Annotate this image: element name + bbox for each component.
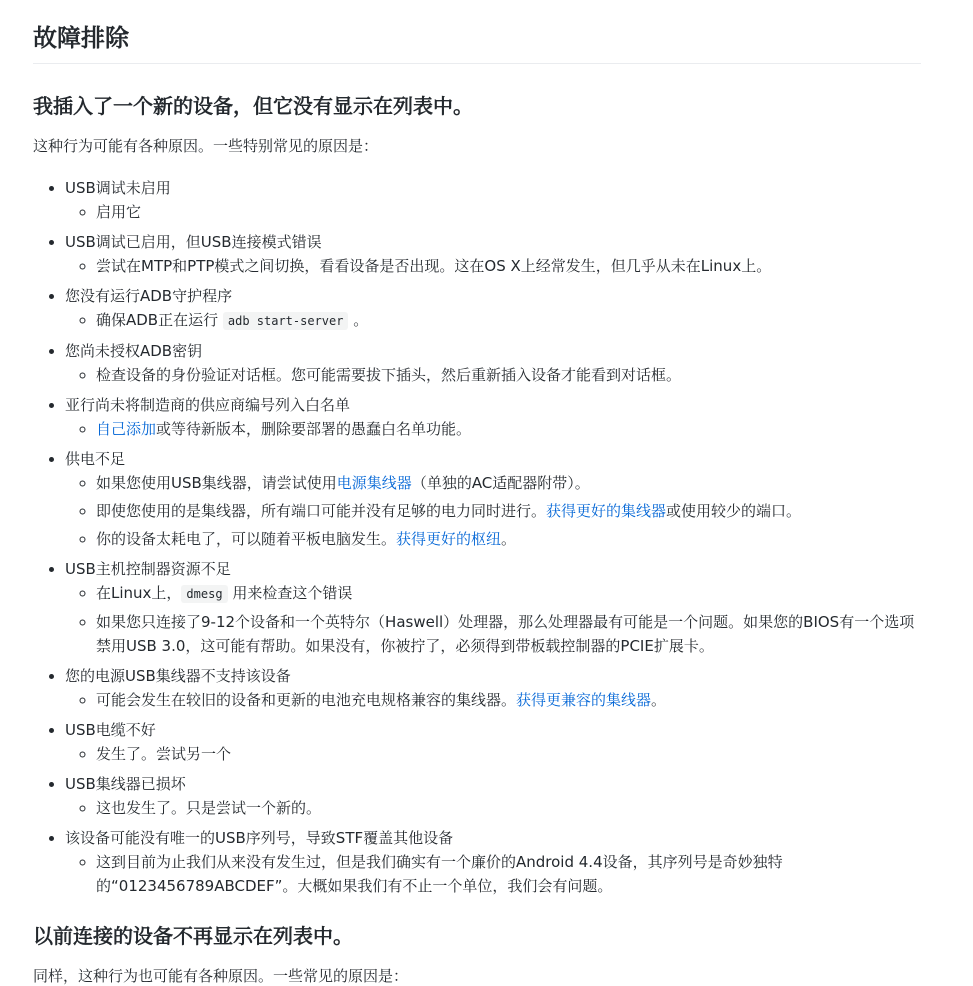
solution-text: 。 (348, 311, 369, 329)
issue-item (65, 284, 921, 333)
issue-label: USB主机控制器资源不足 (65, 560, 231, 578)
issue-solutions (65, 417, 921, 441)
issue-solutions (65, 363, 921, 387)
issue-item (65, 664, 921, 712)
solution-text: 用来检查这个错误 (227, 584, 353, 602)
solution-text: 如果您只连接了9-12个设备和一个英特尔（Haswell）处理器，那么处理器最有可能是一个问题。如果您的BIOS有一个选项禁用USB 3.0，这可能有帮助。如果没有，你被拧了，必须得到带板载控制器的PCIE扩展卡。 (96, 613, 915, 655)
solution-item (96, 200, 921, 224)
solution-text: 或等待新版本，删除要部署的愚蠢白名单功能。 (156, 420, 472, 438)
issue-item (65, 557, 921, 658)
solution-text: 确保ADB正在运行 (96, 311, 223, 329)
solution-text: 你的设备太耗电了，可以随着平板电脑发生。 (96, 530, 397, 548)
section-intro-new-device: 这种行为可能有各种原因。一些特别常见的原因是： (33, 137, 379, 155)
solution-text: 如果您使用USB集线器，请尝试使用 (96, 474, 337, 492)
issue-label: 您没有运行ADB守护程序 (65, 287, 233, 305)
issue-label: USB调试未启用 (65, 179, 171, 197)
solution-item (96, 610, 921, 658)
issue-label: 您的电源USB集线器不支持该设备 (65, 667, 291, 685)
issue-label: 该设备可能没有唯一的USB序列号，导致STF覆盖其他设备 (65, 829, 454, 847)
issue-label: USB电缆不好 (65, 721, 156, 739)
solution-text: 即使您使用的是集线器，所有端口可能并没有足够的电力同时进行。 (96, 502, 547, 520)
solution-text: 发生了。尝试另一个 (96, 745, 232, 763)
solution-text: 尝试在MTP和PTP模式之间切换，看看设备是否出现。这在OS X上经常发生，但几乎从未在Linux上。 (96, 257, 772, 275)
section-intro-previous-device: 同样，这种行为也可能有各种原因。一些常见的原因是： (33, 967, 409, 985)
issue-solutions (65, 308, 921, 333)
issue-item (65, 230, 921, 278)
issue-solutions (65, 796, 921, 820)
issue-solutions (65, 471, 921, 551)
inline-code: adb start-server (223, 312, 349, 330)
solution-item (96, 471, 921, 495)
solution-item (96, 581, 921, 606)
solution-item (96, 499, 921, 523)
issue-solutions (65, 200, 921, 224)
solution-text: 检查设备的身份验证对话框。您可能需要拔下插头，然后重新插入设备才能看到对话框。 (96, 366, 682, 384)
issues-list (33, 176, 921, 898)
issue-solutions (65, 850, 921, 898)
solution-text: 。 (501, 530, 517, 548)
solution-item (96, 527, 921, 551)
issue-label: 亚行尚未将制造商的供应商编号列入白名单 (65, 396, 351, 414)
issue-item (65, 772, 921, 820)
section-heading-previous-device: 以前连接的设备不再显示在列表中。 (33, 924, 353, 948)
issue-item (65, 447, 921, 551)
solution-text: 在Linux上， (96, 584, 182, 602)
solution-link[interactable]: 电源集线器 (336, 474, 412, 492)
issue-label: USB集线器已损坏 (65, 775, 186, 793)
solution-text: 这也发生了。只是尝试一个新的。 (96, 799, 322, 817)
solution-item (96, 850, 921, 898)
issue-item (65, 393, 921, 441)
inline-code: dmesg (181, 585, 227, 603)
solution-text: （单独的AC适配器附带）。 (411, 474, 590, 492)
issue-solutions (65, 254, 921, 278)
solution-link[interactable]: 自己添加 (96, 420, 157, 438)
issue-item (65, 718, 921, 766)
page-title: 故障排除 (33, 14, 921, 64)
issue-label: 供电不足 (65, 450, 126, 468)
issue-item (65, 176, 921, 224)
solution-text: 这到目前为止我们从来没有发生过，但是我们确实有一个廉价的Android 4.4设备，其序列号是奇妙独特的“0123456789ABCDEF”。大概如果我们有不止一个单位，我们会有问题。 (96, 853, 783, 895)
solution-item (96, 688, 921, 712)
solution-text: 。 (651, 691, 667, 709)
solution-item (96, 796, 921, 820)
solution-item (96, 254, 921, 278)
solution-text: 或使用较少的端口。 (666, 502, 802, 520)
issue-item (65, 339, 921, 387)
solution-text: 启用它 (96, 203, 142, 221)
solution-item (96, 308, 921, 333)
solution-item (96, 742, 921, 766)
issue-item (65, 826, 921, 898)
issue-solutions (65, 742, 921, 766)
issue-solutions (65, 581, 921, 658)
issue-label: 您尚未授权ADB密钥 (65, 342, 203, 360)
solution-text: 可能会发生在较旧的设备和更新的电池充电规格兼容的集线器。 (96, 691, 517, 709)
issue-solutions (65, 688, 921, 712)
solution-item (96, 363, 921, 387)
solution-link[interactable]: 获得更兼容的集线器 (516, 691, 652, 709)
solution-link[interactable]: 获得更好的枢纽 (396, 530, 502, 548)
solution-item (96, 417, 921, 441)
section-heading-new-device: 我插入了一个新的设备，但它没有显示在列表中。 (33, 94, 473, 118)
issue-label: USB调试已启用，但USB连接模式错误 (65, 233, 322, 251)
solution-link[interactable]: 获得更好的集线器 (546, 502, 667, 520)
